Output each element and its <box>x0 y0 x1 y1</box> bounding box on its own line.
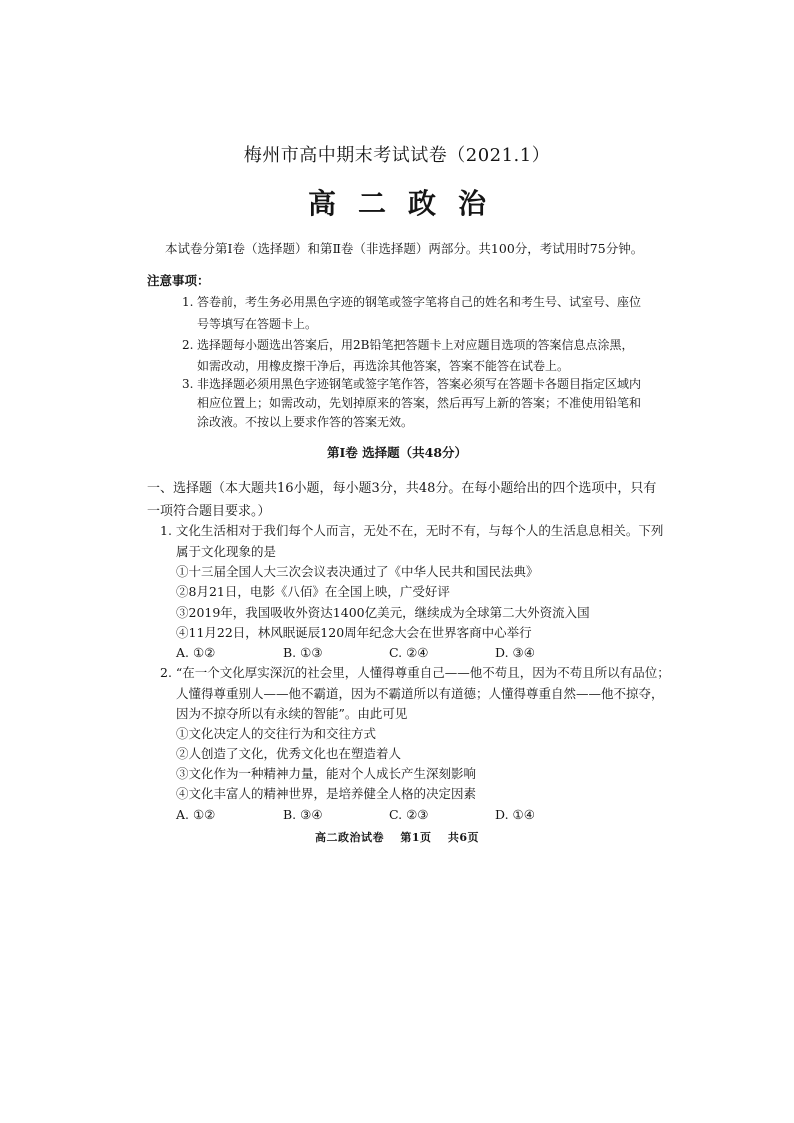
question-item: ②人创造了文化，优秀文化也在塑造着人 <box>176 746 402 761</box>
notice-item-number: 3. <box>182 377 194 391</box>
answer-option-a: A. ①② <box>176 645 216 660</box>
notice-item-text: 选择题每小题选出答案后，用2B铅笔把答题卡上对应题目选项的答案信息点涂黑， <box>197 338 634 352</box>
question-item: ③2019年，我国吸收外资达1400亿美元，继续成为全球第二大外资流入国 <box>176 605 590 620</box>
question-item: ①文化决定人的交往行为和交往方式 <box>176 726 377 741</box>
notice-item-number: 2. <box>182 338 194 352</box>
question-stem: 2. “在一个文化厚实深沉的社会里，人懂得尊重自己——他不苟且，因为不苟且所以有品位； <box>160 665 670 680</box>
footer-exam-name: 高二政治试卷 <box>315 831 384 844</box>
answer-option-a: A. ①② <box>176 807 216 822</box>
page-footer <box>0 832 794 843</box>
notice-item-text: 非选择题必须用黑色字迹钢笔或签字笔作答，答案必须写在答题卡各题目指定区域内 <box>197 377 642 391</box>
question-item: ④11月22日，林风眠诞辰120周年纪念大会在世界客商中心举行 <box>176 625 532 640</box>
question-item: ②8月21日，电影《八佰》在全国上映，广受好评 <box>176 584 450 599</box>
part-heading-continued: 一项符合题目要求。） <box>147 504 271 519</box>
question-item: ①十三届全国人大三次会议表决通过了《中华人民共和国民法典》 <box>176 564 539 579</box>
notice-item-number: 1. <box>182 295 194 309</box>
exam-intro: 本试卷分第Ⅰ卷（选择题）和第Ⅱ卷（非选择题）两部分。共100分，考试用时75分钟。 <box>165 241 644 256</box>
answer-option-b: B. ③④ <box>283 807 323 822</box>
answer-option-b: B. ①③ <box>283 645 323 660</box>
subject-title: 高二政治 <box>307 187 508 220</box>
answer-option-c: C. ②③ <box>389 807 429 822</box>
answer-option-c: C. ②④ <box>389 645 429 660</box>
section-heading: 第Ⅰ卷 选择题（共48分） <box>326 445 468 460</box>
notice-item-text: 答卷前，考生务必用黑色字迹的钢笔或签字笔将自己的姓名和考生号、试室号、座位 <box>197 295 642 309</box>
part-heading: 一、选择题（本大题共16小题，每小题3分，共48分。在每小题给出的四个选项中，只有 <box>147 481 657 496</box>
question-item: ③文化作为一种精神力量，能对个人成长产生深刻影响 <box>176 766 477 781</box>
question-item: ④文化丰富人的精神世界，是培养健全人格的决定因素 <box>176 786 477 801</box>
notice-item-text: 号等填写在答题卡上。 <box>197 317 318 331</box>
answer-option-d: D. ③④ <box>495 645 535 660</box>
notice-item-text: 如需改动，用橡皮擦干净后，再选涂其他答案，答案不能答在试卷上。 <box>197 359 570 373</box>
notice-heading: 注意事项： <box>147 273 210 288</box>
question-stem: 属于文化现象的是 <box>176 544 277 559</box>
notice-item-text: 相应位置上；如需改动，先划掉原来的答案，然后再写上新的答案；不准使用铅笔和 <box>197 396 642 410</box>
answer-option-d: D. ①④ <box>495 807 535 822</box>
exam-title: 梅州市高中期末考试试卷（2021.1） <box>243 145 551 166</box>
notice-item-text: 涂改液。不按以上要求作答的答案无效。 <box>197 415 414 429</box>
footer-total-pages: 共6页 <box>447 831 479 844</box>
question-stem: 因为不掠夺所以有永续的智能”。由此可见 <box>176 706 408 721</box>
question-stem: 1. 文化生活相对于我们每个人而言，无处不在，无时不有，与每个人的生活息息相关。下列 <box>160 523 664 538</box>
footer-page-number: 第1页 <box>400 831 432 844</box>
question-stem: 人懂得尊重别人——他不霸道，因为不霸道所以有道德；人懂得尊重自然——他不掠夺， <box>176 686 664 701</box>
